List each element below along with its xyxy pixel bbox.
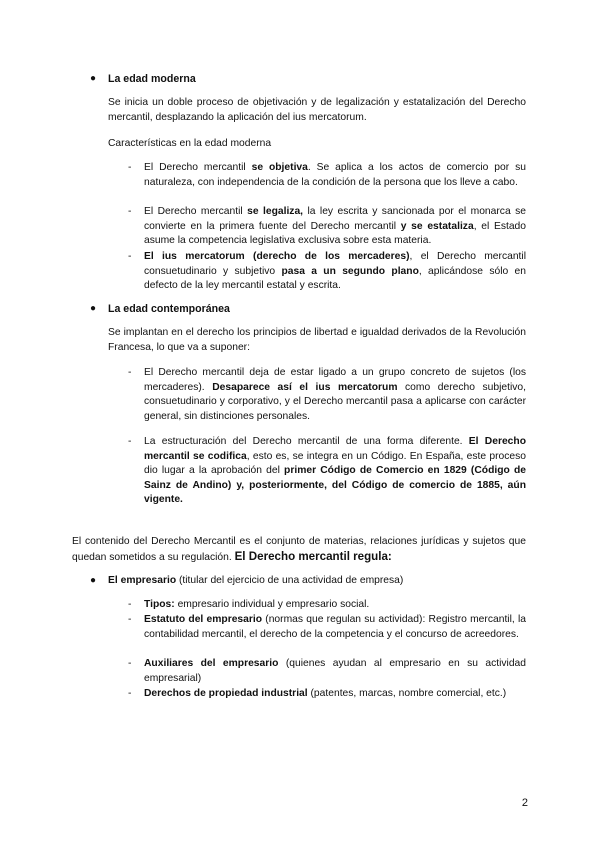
page-number: 2 [521,797,528,809]
dash-marker: - [128,599,132,610]
moderna-intro: Se inicia un doble proceso de objetivación y de legalización y estatalización del Derecho mercantil, desplazando la aplicación del ius mercatorum. [108,97,526,123]
empresario-item-1: Tipos: empresario individual y empresario social. [144,599,370,610]
section-heading-empresario: El empresario (titular del ejercicio de una actividad de empresa) [108,575,404,586]
moderna-item-2: El Derecho mercantil se legaliza, la ley escrita y sancionada por el monarca se convierte en la primera fuente del Derecho mercantil y se estataliza, el Estado asume la competencia legislativa exclusiva sobre esta materia. [144,206,527,246]
dash-marker: - [128,614,132,625]
contemporanea-item-2: La estructuración del Derecho mercantil de una forma diferente. El Derecho mercantil se codifica, esto es, se integra en un Código. En España, este proceso dio lugar a la aprobación del primer Código de Comercio en 1829 (Código de Sainz de Andino) y, posteriormente, del Código de comercio de 1885, aún vigente. [144,436,526,505]
dash-marker: - [128,688,132,699]
bullet-icon: ● [90,73,97,84]
dash-marker: - [128,436,132,447]
empresario-item-2: Estatuto del empresario (normas que regulan su actividad): Registro mercantil, la contabilidad mercantil, el derecho de la competencia y el concurso de acreedores. [144,614,526,640]
contenido-paragraph: El contenido del Derecho Mercantil es el conjunto de materias, relaciones jurídicas y sujetos que quedan sometidos a su regulación. El Derecho mercantil regula: [72,536,526,563]
contemporanea-item-1: El Derecho mercantil deja de estar ligado a un grupo concreto de sujetos (los mercaderes). Desaparece así el ius mercatorum como derecho subjetivo, consuetudinario y corporativo, y el Derecho mercantil pasa a aplicarse con carácter general, sin distinciones personales. [144,367,526,422]
empresario-item-4: Derechos de propiedad industrial (patentes, marcas, nombre comercial, etc.) [144,688,507,699]
section-heading-moderna: La edad moderna [108,73,196,85]
bullet-icon: ● [90,575,97,586]
dash-marker: - [128,206,132,217]
contemporanea-intro: Se implantan en el derecho los principios de libertad e igualdad derivados de la Revolución Francesa, lo que va a suponer: [108,327,526,353]
moderna-subheading: Características en la edad moderna [108,138,272,149]
dash-marker: - [128,658,132,669]
dash-marker: - [128,367,132,378]
bullet-icon: ● [90,303,97,314]
moderna-item-1: El Derecho mercantil se objetiva. Se aplica a los actos de comercio por su naturaleza, con independencia de la condición de la persona que los lleve a cabo. [144,162,526,188]
empresario-item-3: Auxiliares del empresario (quienes ayudan al empresario en su actividad empresarial) [144,658,526,684]
dash-marker: - [128,251,132,262]
dash-marker: - [128,162,132,173]
section-heading-contemporanea: La edad contemporánea [108,303,230,315]
moderna-item-3: El ius mercatorum (derecho de los mercaderes), el Derecho mercantil consuetudinario y subjetivo pasa a un segundo plano, aplicándose sólo en defecto de la ley mercantil estatal y escrita. [144,251,526,291]
